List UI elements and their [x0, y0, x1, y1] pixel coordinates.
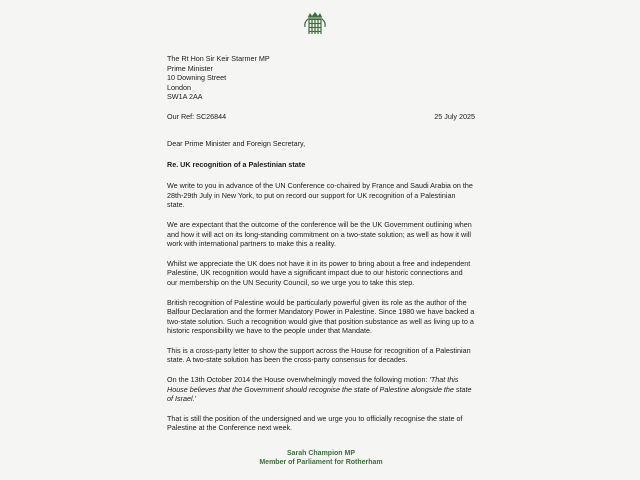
- reference-line: [167, 112, 475, 122]
- salutation: Dear Prime Minister and Foreign Secretary,: [167, 138, 306, 148]
- reference-number: Our Ref: SC26844: [167, 111, 227, 121]
- motion-quote: 'That this House believes that the Government should recognise the state of Palestine alongside the state of Israel.': [167, 375, 472, 404]
- recipient-name: The Rt Hon Sir Keir Starmer MP: [167, 54, 270, 63]
- motion-intro: On the 13th October 2014 the House overwhelmingly moved the following motion:: [167, 375, 430, 385]
- recipient-address: [167, 54, 475, 102]
- subject-line: Re. UK recognition of a Palestinian state: [167, 159, 306, 169]
- paragraph-2: We are expectant that the outcome of the conference will be the UK Government outlining when and how it will act on its long-standing commitment on a two-state solution; as well as how it will work with international partners to make this a reality.: [167, 219, 472, 249]
- paragraph-1: We write to you in advance of the UN Conference co-chaired by France and Saudi Arabia on the 28th-29th July in New York, to put on record our support for UK recognition of a Palestinian state.: [167, 181, 473, 210]
- recipient-title: Prime Minister: [167, 63, 213, 73]
- paragraph-3: Whilst we appreciate the UK does not have it in its power to bring about a free and independent Palestine, UK recognition would have a significant impact due to our historic connections and our membership on the UN Security Council, so we urge you to take this step.: [167, 258, 471, 287]
- letter-date: 25 July 2025: [434, 111, 475, 121]
- closing-paragraph: That is still the position of the undersigned and we urge you to officially recognise the state of Palestine at the Conference next week.: [167, 413, 463, 433]
- paragraph-4: British recognition of Palestine would be particularly powerful given its role as the author of the Balfour Declaration and the former Mandatory Power in Palestine. Since 1980 we have backed a two-state solution. Such a recognition would give that position substance as well as living up to a historic responsibility we have to the people under that Mandate.: [167, 297, 475, 336]
- signature-block: [167, 449, 475, 467]
- paragraph-5: This is a cross-party letter to show the support across the House for recognition of a Palestinian state. A two-state solution has been the cross-party consensus for decades.: [167, 345, 471, 365]
- letter-body: [167, 54, 475, 467]
- motion-paragraph: [167, 375, 475, 404]
- signature-name: Sarah Champion MP: [286, 450, 356, 458]
- recipient-city: London: [167, 82, 191, 92]
- recipient-street: 10 Downing Street: [167, 73, 227, 83]
- signature-role: Member of Parliament for Rotherham: [259, 459, 383, 467]
- portcullis-icon: [301, 10, 329, 38]
- recipient-postcode: SW1A 2AA: [167, 92, 203, 102]
